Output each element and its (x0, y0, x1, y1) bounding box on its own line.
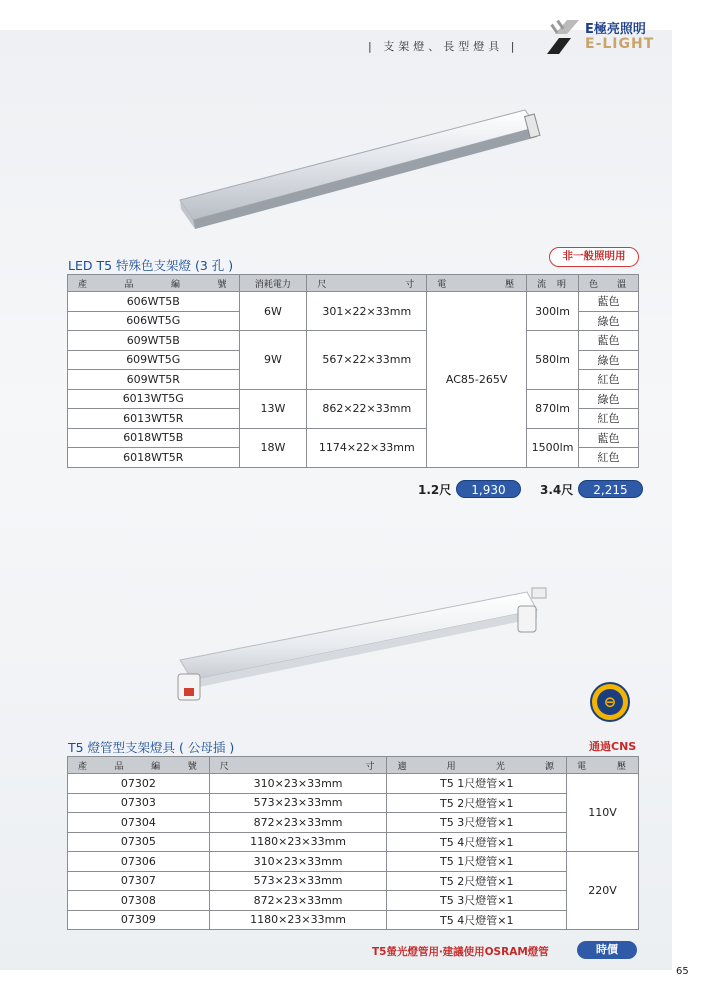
color-cell: 紅色 (579, 448, 639, 468)
table-row (68, 871, 639, 891)
size-cell: 567×22×33mm (307, 331, 427, 390)
size-cell: 862×22×33mm (307, 389, 427, 428)
table-row (68, 774, 639, 794)
t5-fixture-image (175, 105, 545, 235)
light-source-cell: T5 1尺燈管×1 (387, 774, 567, 794)
color-cell: 綠色 (579, 350, 639, 370)
cns-certification-icon: ⊖ (590, 682, 630, 722)
voltage-cell: AC85-265V (427, 292, 527, 468)
product-no-cell: 6018WT5R (68, 448, 240, 468)
table-row (68, 331, 639, 351)
brand-name-en: E-LIGHT (585, 36, 655, 52)
size-cell: 872×23×33mm (209, 813, 387, 833)
price-3-4ft (540, 480, 643, 498)
table-row (68, 832, 639, 852)
footer-note: T5螢光燈管用‧建議使用OSRAM燈管 (372, 946, 549, 958)
product-no-cell: 606WT5B (68, 292, 240, 312)
power-cell: 13W (239, 389, 307, 428)
category-header: | 支架燈、長型燈具 | (368, 40, 519, 53)
voltage-cell: 110V (567, 774, 639, 852)
col-voltage: 電 壓 (567, 757, 639, 774)
power-cell: 18W (239, 428, 307, 467)
size-cell: 573×23×33mm (209, 793, 387, 813)
size-cell: 872×23×33mm (209, 891, 387, 911)
price-value: 2,215 (578, 480, 642, 498)
brand-logo (545, 16, 675, 58)
col-light-source: 適 用 光 源 (387, 757, 567, 774)
col-size: 尺 寸 (209, 757, 387, 774)
power-cell: 9W (239, 331, 307, 390)
product-no-cell: 609WT5B (68, 331, 240, 351)
light-source-cell: T5 2尺燈管×1 (387, 793, 567, 813)
table-row (68, 891, 639, 911)
table-row (68, 389, 639, 409)
light-source-cell: T5 4尺燈管×1 (387, 910, 567, 930)
light-source-cell: T5 2尺燈管×1 (387, 871, 567, 891)
product-no-cell: 07302 (68, 774, 210, 794)
product-no-cell: 07308 (68, 891, 210, 911)
product-no-cell: 07307 (68, 871, 210, 891)
tube-fixture-spec-table (67, 756, 639, 930)
section2-title: T5 燈管型支架燈具 ( 公母插 ) (68, 740, 235, 755)
special-color-spec-table (67, 274, 639, 468)
product-no-cell: 07305 (68, 832, 210, 852)
lumen-cell: 1500lm (527, 428, 579, 467)
product-no-cell: 07309 (68, 910, 210, 930)
table-row (68, 292, 639, 312)
product-no-cell: 6013WT5R (68, 409, 240, 429)
col-product-no: 產 品 編 號 (68, 275, 240, 292)
table-row (68, 813, 639, 833)
brand-name-cn: E極亮照明 (585, 22, 646, 37)
light-source-cell: T5 3尺燈管×1 (387, 813, 567, 833)
power-cell: 6W (239, 292, 307, 331)
product-no-cell: 07304 (68, 813, 210, 833)
size-cell: 310×23×33mm (209, 774, 387, 794)
price-1-2ft (418, 480, 521, 498)
product-no-cell: 606WT5G (68, 311, 240, 331)
col-power: 消耗電力 (239, 275, 307, 292)
product-no-cell: 609WT5R (68, 370, 240, 390)
size-cell: 573×23×33mm (209, 871, 387, 891)
size-cell: 1180×23×33mm (209, 832, 387, 852)
page-number: 65 (676, 966, 689, 977)
color-cell: 藍色 (579, 428, 639, 448)
price-value: 1,930 (456, 480, 520, 498)
color-cell: 紅色 (579, 370, 639, 390)
voltage-cell: 220V (567, 852, 639, 930)
light-source-cell: T5 3尺燈管×1 (387, 891, 567, 911)
non-general-lighting-badge: 非一般照明用 (549, 247, 639, 267)
size-cell: 1174×22×33mm (307, 428, 427, 467)
size-cell: 1180×23×33mm (209, 910, 387, 930)
page-margin (672, 0, 707, 1000)
product-no-cell: 609WT5G (68, 350, 240, 370)
color-cell: 藍色 (579, 292, 639, 312)
product-no-cell: 07306 (68, 852, 210, 872)
table-row (68, 793, 639, 813)
t5-tube-fixture-image (172, 580, 552, 710)
price-label: 3.4尺 (540, 482, 574, 497)
col-product-no: 產 品 編 號 (68, 757, 210, 774)
section1-title: LED T5 特殊色支架燈 (3 孔 ) (68, 258, 234, 273)
light-source-cell: T5 1尺燈管×1 (387, 852, 567, 872)
lumen-cell: 580lm (527, 331, 579, 390)
product-no-cell: 07303 (68, 793, 210, 813)
price-label: 1.2尺 (418, 482, 452, 497)
light-source-cell: T5 4尺燈管×1 (387, 832, 567, 852)
lumen-cell: 300lm (527, 292, 579, 331)
cns-label: 通過CNS (589, 740, 637, 753)
color-cell: 綠色 (579, 389, 639, 409)
market-price-badge: 時價 (577, 941, 637, 959)
size-cell: 301×22×33mm (307, 292, 427, 331)
col-color: 色 溫 (579, 275, 639, 292)
table-row (68, 428, 639, 448)
color-cell: 紅色 (579, 409, 639, 429)
table-header-row (68, 275, 639, 292)
table-row (68, 852, 639, 872)
col-lumen: 流 明 (527, 275, 579, 292)
color-cell: 綠色 (579, 311, 639, 331)
color-cell: 藍色 (579, 331, 639, 351)
table-header-row (68, 757, 639, 774)
lamp-logo-icon (545, 16, 585, 58)
col-size: 尺 寸 (307, 275, 427, 292)
table-row (68, 910, 639, 930)
lumen-cell: 870lm (527, 389, 579, 428)
product-no-cell: 6018WT5B (68, 428, 240, 448)
size-cell: 310×23×33mm (209, 852, 387, 872)
col-voltage: 電 壓 (427, 275, 527, 292)
product-no-cell: 6013WT5G (68, 389, 240, 409)
